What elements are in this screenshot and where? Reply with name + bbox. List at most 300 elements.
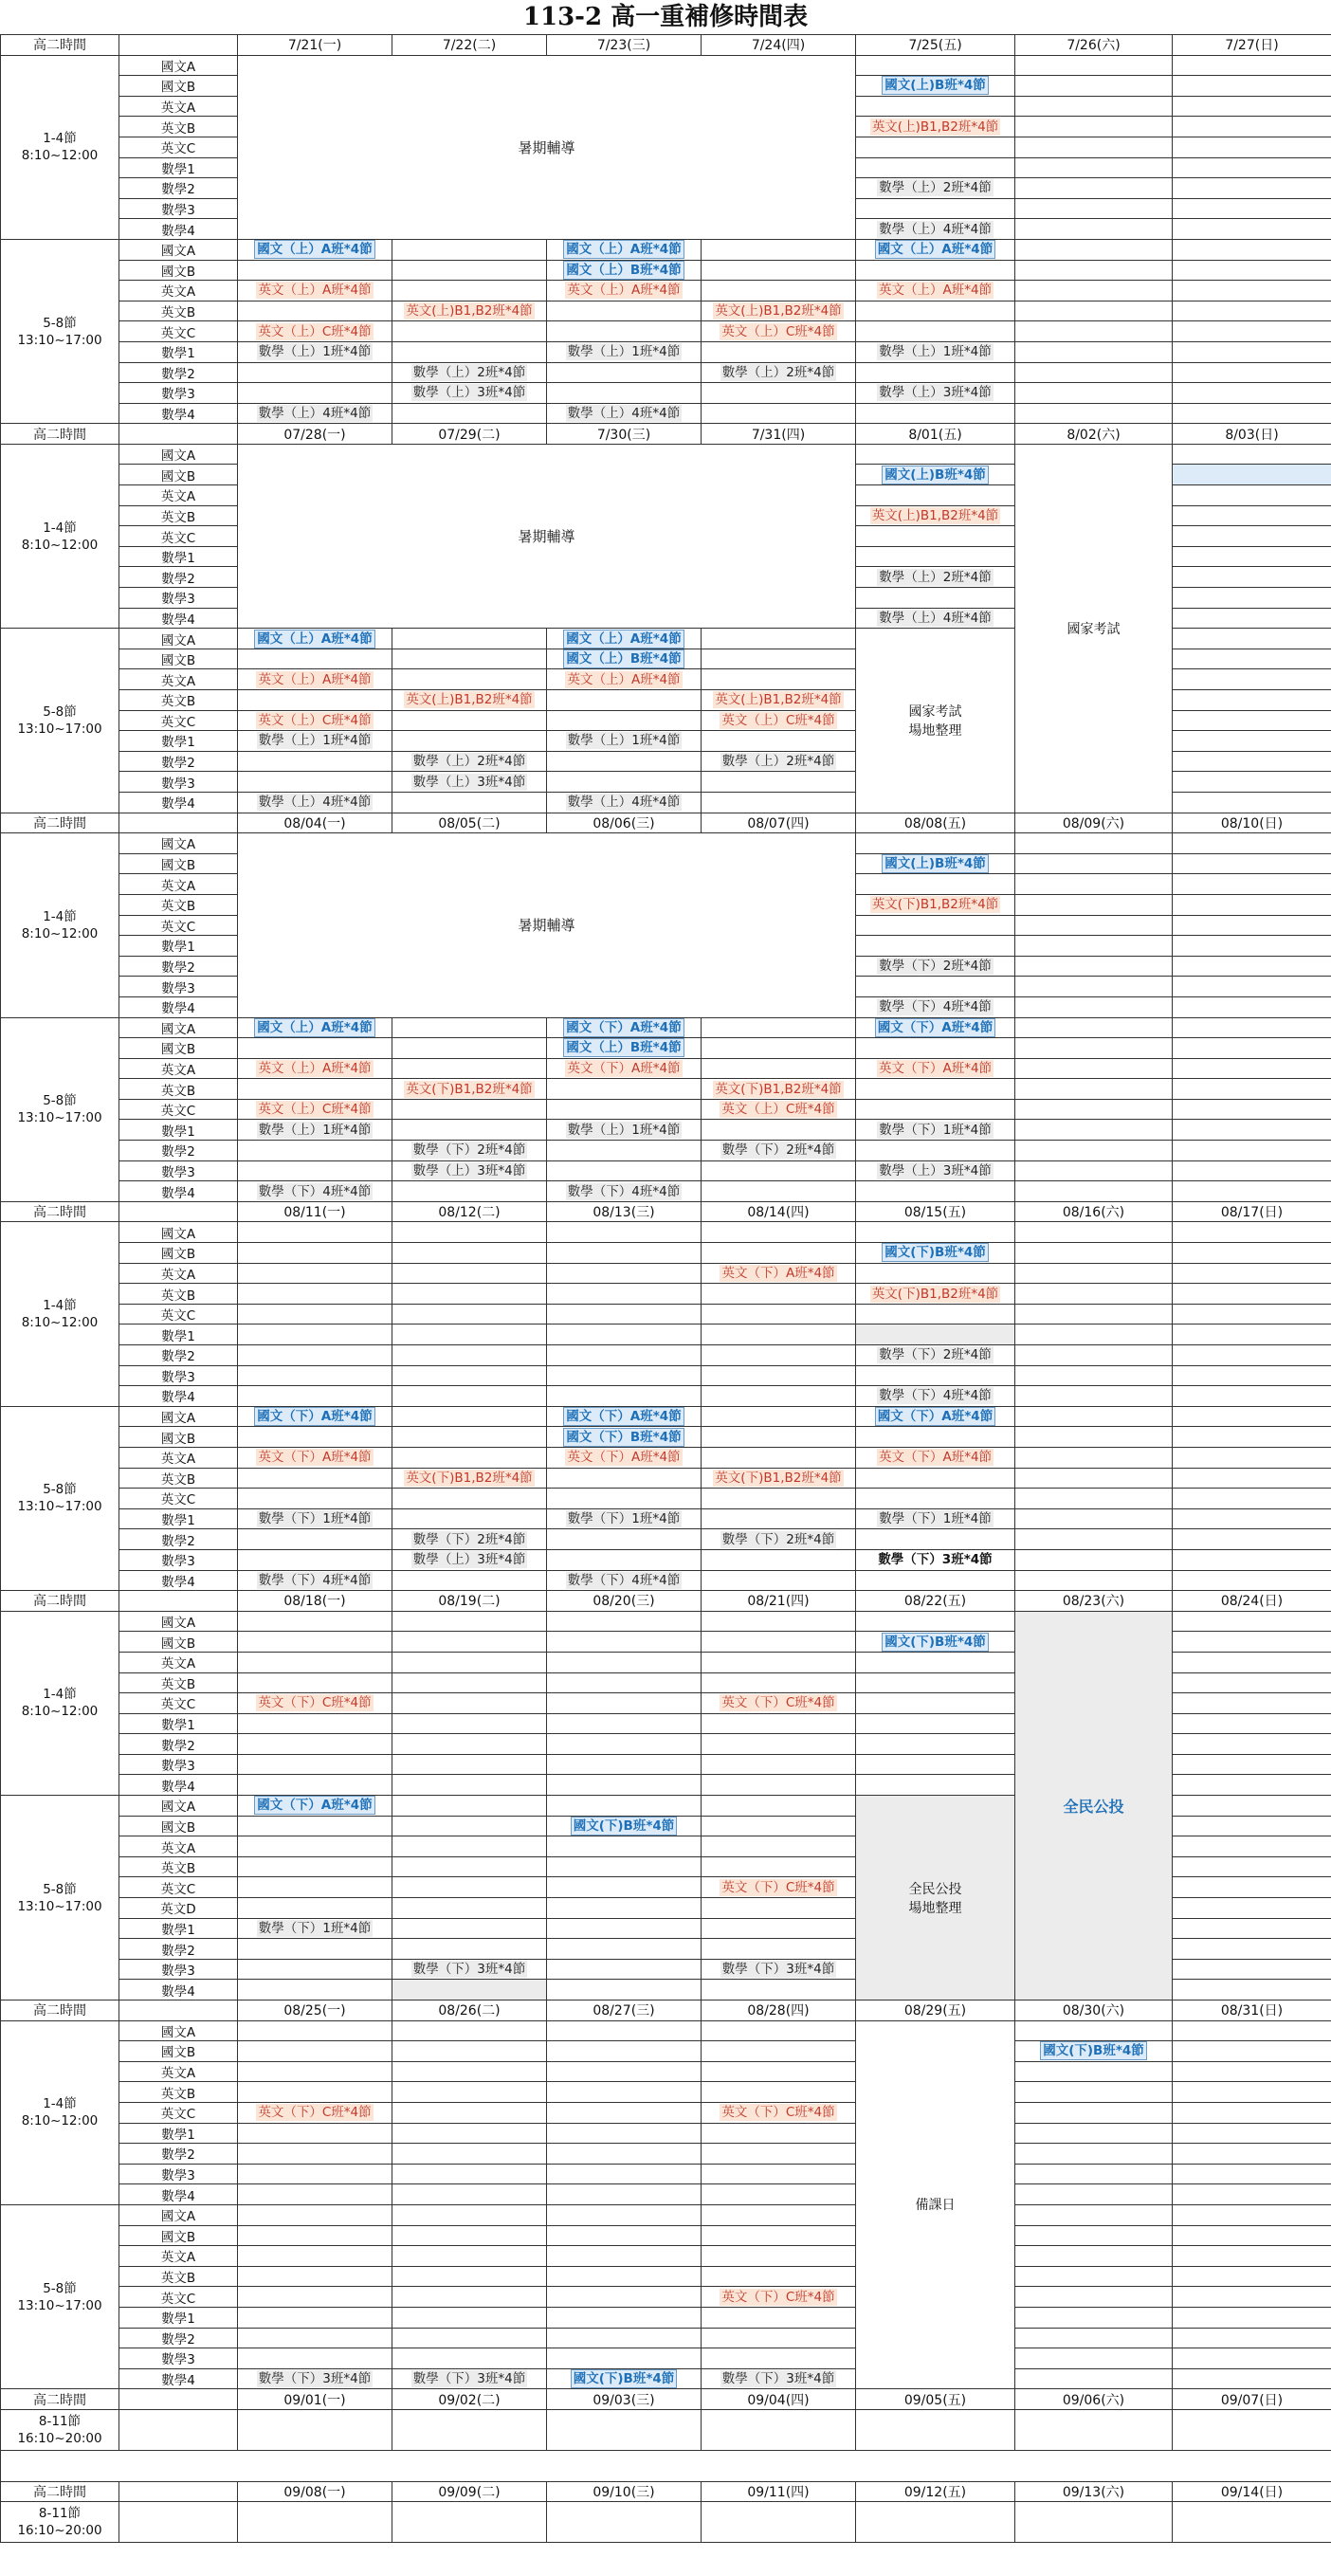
subject-label: 英文A xyxy=(119,2061,238,2082)
subject-row xyxy=(1,1468,1331,1489)
schedule-cell xyxy=(547,1980,702,2001)
schedule-cell xyxy=(238,1796,392,1817)
schedule-cell xyxy=(547,1365,702,1386)
schedule-cell xyxy=(238,1529,392,1550)
period-name: 5-8節 xyxy=(43,1881,77,1897)
schedule-cell xyxy=(856,383,1015,404)
class-session-label: 英文（上）A班*4節 xyxy=(258,671,372,687)
schedule-cell xyxy=(856,1713,1015,1734)
date-header: 09/05(五) xyxy=(856,2389,1015,2410)
date-header: 08/14(四) xyxy=(702,1201,856,1222)
period-label xyxy=(1,1611,119,1795)
schedule-cell xyxy=(238,2123,392,2144)
subject-label: 數學1 xyxy=(119,936,238,957)
schedule-cell xyxy=(702,2144,856,2165)
subject-row xyxy=(1,1079,1331,1100)
schedule-cell xyxy=(547,260,702,281)
schedule-cell xyxy=(1173,690,1331,711)
schedule-cell xyxy=(392,1611,547,1632)
subject-label: 國文B xyxy=(119,465,238,485)
schedule-cell xyxy=(856,567,1015,588)
schedule-cell xyxy=(702,772,856,793)
schedule-cell xyxy=(392,260,547,281)
schedule-cell xyxy=(702,1570,856,1591)
class-session-label: 數學（上）2班*4節 xyxy=(412,754,526,770)
schedule-cell xyxy=(1173,894,1331,915)
schedule-cell xyxy=(547,2102,702,2123)
subject-label: 國文B xyxy=(119,1243,238,1264)
schedule-cell xyxy=(547,1939,702,1960)
class-session-label: 數學（上）1班*4節 xyxy=(567,733,681,749)
schedule-cell xyxy=(392,239,547,260)
schedule-cell xyxy=(392,2164,547,2184)
date-header: 07/29(二) xyxy=(392,424,547,445)
schedule-cell xyxy=(702,1611,856,1632)
schedule-cell xyxy=(392,2123,547,2144)
schedule-cell xyxy=(238,1632,392,1653)
schedule-cell xyxy=(1173,1141,1331,1161)
class-session-label: 數學（上）1班*4節 xyxy=(258,733,372,749)
class-session-label: 英文（上）C班*4節 xyxy=(258,323,372,339)
schedule-cell xyxy=(1173,588,1331,609)
schedule-cell xyxy=(1173,1836,1331,1857)
schedule-cell xyxy=(702,2225,856,2246)
class-session-label: 國文（上）A班*4節 xyxy=(254,240,374,259)
subject-row xyxy=(1,1549,1331,1570)
date-header: 7/27(日) xyxy=(1173,35,1331,56)
schedule-cell xyxy=(856,137,1015,157)
schedule-cell xyxy=(1173,1160,1331,1181)
schedule-cell xyxy=(856,76,1015,97)
schedule-cell xyxy=(547,1877,702,1898)
class-session-label: 英文（上）A班*4節 xyxy=(878,283,993,299)
schedule-cell xyxy=(702,669,856,690)
schedule-cell xyxy=(1173,1099,1331,1120)
schedule-cell xyxy=(547,2368,702,2389)
date-header: 09/12(五) xyxy=(856,2481,1015,2502)
schedule-cell xyxy=(547,1120,702,1141)
schedule-cell xyxy=(547,1632,702,1653)
schedule-cell xyxy=(547,1549,702,1570)
schedule-cell xyxy=(1015,2204,1173,2225)
schedule-cell xyxy=(702,1386,856,1407)
merged-block-label: 場地整理 xyxy=(908,1900,962,1916)
schedule-cell xyxy=(547,383,702,404)
schedule-cell xyxy=(1015,1160,1173,1181)
schedule-cell xyxy=(1173,1713,1331,1734)
subject-label: 英文C xyxy=(119,321,238,342)
subject-label: 數學3 xyxy=(119,2348,238,2369)
subject-label: 國文A xyxy=(119,1222,238,1243)
schedule-cell xyxy=(238,1754,392,1775)
schedule-cell xyxy=(547,1038,702,1059)
schedule-cell xyxy=(702,1038,856,1059)
class-session-label: 英文（下）C班*4節 xyxy=(721,2289,835,2305)
schedule-cell xyxy=(547,1406,702,1427)
schedule-cell xyxy=(547,1898,702,1919)
date-header: 7/31(四) xyxy=(702,424,856,445)
schedule-cell xyxy=(856,341,1015,362)
date-header: 09/02(二) xyxy=(392,2389,547,2410)
class-session-label: 國文（上）A班*4節 xyxy=(563,630,684,649)
schedule-cell xyxy=(702,1693,856,1714)
subject-label: 國文B xyxy=(119,1427,238,1448)
schedule-cell xyxy=(547,341,702,362)
schedule-cell xyxy=(392,1222,547,1243)
class-session-label: 國文（上）A班*4節 xyxy=(875,240,995,259)
schedule-cell xyxy=(702,2368,856,2389)
schedule-cell xyxy=(547,1263,702,1284)
schedule-cell xyxy=(856,853,1015,874)
schedule-cell xyxy=(702,1365,856,1386)
merged-block-label: 備課日 xyxy=(915,2198,956,2214)
schedule-cell xyxy=(1173,198,1331,219)
schedule-cell xyxy=(702,2061,856,2082)
subject-label: 數學4 xyxy=(119,996,238,1017)
schedule-cell xyxy=(702,2082,856,2103)
subject-label: 英文A xyxy=(119,1447,238,1468)
subject-label: 數學3 xyxy=(119,2164,238,2184)
date-header: 08/08(五) xyxy=(856,813,1015,833)
schedule-cell xyxy=(238,1222,392,1243)
schedule-cell xyxy=(1015,1120,1173,1141)
subject-label: 數學2 xyxy=(119,1939,238,1960)
schedule-cell xyxy=(702,1918,856,1939)
schedule-cell xyxy=(547,2020,702,2041)
subject-label: 數學4 xyxy=(119,792,238,813)
schedule-cell xyxy=(392,2144,547,2165)
period-label xyxy=(1,629,119,813)
schedule-cell xyxy=(856,894,1015,915)
subject-label: 國文A xyxy=(119,239,238,260)
subject-row xyxy=(1,2307,1331,2328)
schedule-cell xyxy=(392,1652,547,1672)
schedule-cell xyxy=(856,1181,1015,1202)
schedule-cell xyxy=(1173,1672,1331,1693)
schedule-cell xyxy=(1173,2368,1331,2389)
schedule-cell xyxy=(1173,792,1331,813)
subject-row xyxy=(1,1489,1331,1509)
schedule-cell xyxy=(392,1263,547,1284)
schedule-cell xyxy=(392,1038,547,1059)
schedule-cell xyxy=(702,1796,856,1817)
date-header: 08/17(日) xyxy=(1173,1201,1331,1222)
schedule-cell xyxy=(1015,239,1173,260)
subject-row xyxy=(1,1345,1331,1366)
schedule-cell xyxy=(238,1447,392,1468)
schedule-cell xyxy=(238,1508,392,1529)
subject-row xyxy=(1,2204,1331,2225)
subject-label: 數學2 xyxy=(119,2144,238,2165)
schedule-cell xyxy=(547,1447,702,1468)
subject-row xyxy=(1,55,1331,76)
schedule-cell xyxy=(702,1447,856,1468)
schedule-cell xyxy=(238,1713,392,1734)
schedule-cell xyxy=(1015,1017,1173,1038)
subject-label: 英文A xyxy=(119,2246,238,2267)
period-label xyxy=(1,239,119,423)
schedule-cell xyxy=(1173,2123,1331,2144)
schedule-cell xyxy=(547,1672,702,1693)
subject-label: 數學4 xyxy=(119,2368,238,2389)
schedule-cell xyxy=(392,1529,547,1550)
subject-row xyxy=(1,301,1331,321)
schedule-cell xyxy=(856,1672,1015,1693)
schedule-cell xyxy=(702,1816,856,1836)
schedule-cell xyxy=(856,1345,1015,1366)
class-session-label: 國文（下）A班*4節 xyxy=(563,1018,684,1037)
class-session-label: 數學（下）2班*4節 xyxy=(879,1347,992,1363)
subject-row xyxy=(1,1447,1331,1468)
subject-label: 數學2 xyxy=(119,1529,238,1550)
schedule-cell xyxy=(1015,281,1173,301)
period-time: 13:10~17:00 xyxy=(17,1898,102,1914)
schedule-cell xyxy=(392,751,547,772)
schedule-cell xyxy=(1015,1079,1173,1100)
schedule-table xyxy=(0,34,1331,2543)
subject-label: 英文A xyxy=(119,669,238,690)
schedule-cell xyxy=(1173,1017,1331,1038)
schedule-cell xyxy=(392,1672,547,1693)
schedule-cell xyxy=(702,239,856,260)
subject-label: 數學1 xyxy=(119,341,238,362)
schedule-cell xyxy=(392,710,547,731)
subject-label: 國文A xyxy=(119,629,238,649)
class-session-label: 國文（上）B班*4節 xyxy=(563,261,684,280)
schedule-cell xyxy=(392,1447,547,1468)
schedule-cell xyxy=(238,792,392,813)
subject-label: 數學4 xyxy=(119,1980,238,2001)
date-header: 08/10(日) xyxy=(1173,813,1331,833)
schedule-cell xyxy=(238,2204,392,2225)
schedule-cell xyxy=(1173,608,1331,629)
subject-row xyxy=(1,383,1331,404)
period-time: 8:10~12:00 xyxy=(21,148,99,164)
schedule-cell xyxy=(856,1693,1015,1714)
schedule-cell xyxy=(547,1160,702,1181)
empty-cell xyxy=(119,2409,238,2450)
schedule-cell xyxy=(392,792,547,813)
schedule-cell xyxy=(1173,1325,1331,1345)
schedule-cell xyxy=(1173,546,1331,567)
subject-label: 英文C xyxy=(119,137,238,157)
subject-label: 數學3 xyxy=(119,1365,238,1386)
week-header-row xyxy=(1,424,1331,445)
subject-label: 國文A xyxy=(119,444,238,465)
subject-col-header xyxy=(119,35,238,56)
time-col-header: 高二時間 xyxy=(1,2389,119,2410)
schedule-cell xyxy=(1015,2225,1173,2246)
class-session-label: 數學（下）3班*4節 xyxy=(412,1962,526,1978)
schedule-cell xyxy=(547,2348,702,2369)
date-header: 09/01(一) xyxy=(238,2389,392,2410)
subject-label: 英文B xyxy=(119,2082,238,2103)
schedule-cell xyxy=(392,281,547,301)
class-session-label: 數學（下）1班*4節 xyxy=(258,1511,372,1527)
merged-block-label: 全民公投 xyxy=(908,1881,962,1897)
schedule-cell xyxy=(547,1243,702,1264)
subject-label: 數學1 xyxy=(119,1508,238,1529)
subject-label: 英文C xyxy=(119,915,238,936)
subject-label: 數學1 xyxy=(119,1325,238,1345)
subject-row xyxy=(1,2184,1331,2205)
schedule-cell xyxy=(856,403,1015,424)
schedule-cell xyxy=(238,690,392,711)
date-header: 09/09(二) xyxy=(392,2481,547,2502)
class-session-label: 數學（下）1班*4節 xyxy=(258,1920,372,1936)
schedule-cell xyxy=(238,1489,392,1509)
schedule-cell xyxy=(547,2204,702,2225)
schedule-cell xyxy=(702,362,856,383)
class-session-label: 國文（上）B班*4節 xyxy=(563,649,684,668)
schedule-cell xyxy=(702,2184,856,2205)
class-session-label: 數學（上）4班*4節 xyxy=(567,405,681,421)
schedule-cell xyxy=(1015,383,1173,404)
schedule-cell xyxy=(856,996,1015,1017)
schedule-cell xyxy=(856,219,1015,240)
schedule-cell xyxy=(238,1693,392,1714)
subject-row xyxy=(1,1263,1331,1284)
schedule-cell xyxy=(1015,1222,1173,1243)
schedule-cell xyxy=(1015,1038,1173,1059)
class-session-label: 數學（上）1班*4節 xyxy=(567,1122,681,1138)
spacer-row xyxy=(1,2450,1331,2481)
schedule-cell xyxy=(1015,1284,1173,1305)
schedule-cell xyxy=(1173,178,1331,199)
schedule-cell xyxy=(392,2225,547,2246)
schedule-cell xyxy=(238,629,392,649)
schedule-cell xyxy=(547,1141,702,1161)
schedule-cell xyxy=(392,1713,547,1734)
subject-label: 數學3 xyxy=(119,1549,238,1570)
schedule-cell xyxy=(702,403,856,424)
class-session-label: 英文（下）C班*4節 xyxy=(721,1695,835,1711)
schedule-cell xyxy=(1015,936,1173,957)
schedule-cell xyxy=(1173,1939,1331,1960)
schedule-cell xyxy=(856,1508,1015,1529)
schedule-cell xyxy=(1173,731,1331,752)
schedule-cell xyxy=(238,2246,392,2267)
schedule-cell xyxy=(547,2184,702,2205)
schedule-cell xyxy=(856,198,1015,219)
period-time: 8:10~12:00 xyxy=(21,1315,99,1331)
schedule-cell xyxy=(1173,833,1331,854)
schedule-cell xyxy=(547,1570,702,1591)
subject-row xyxy=(1,1427,1331,1448)
schedule-cell xyxy=(856,1406,1015,1427)
schedule-cell xyxy=(1173,1079,1331,1100)
schedule-cell xyxy=(238,2164,392,2184)
schedule-cell xyxy=(547,239,702,260)
schedule-cell xyxy=(702,2164,856,2184)
period-name: 1-4節 xyxy=(43,2096,77,2112)
schedule-cell xyxy=(1173,1918,1331,1939)
subject-row xyxy=(1,281,1331,301)
schedule-cell xyxy=(547,2246,702,2267)
schedule-cell xyxy=(856,1243,1015,1264)
subject-row xyxy=(1,1141,1331,1161)
subject-label: 數學2 xyxy=(119,751,238,772)
schedule-cell xyxy=(1173,1980,1331,2001)
schedule-cell xyxy=(547,362,702,383)
schedule-cell xyxy=(1173,341,1331,362)
schedule-cell xyxy=(1173,362,1331,383)
schedule-cell xyxy=(702,2328,856,2348)
period-time: 16:10~20:00 xyxy=(17,2430,102,2446)
subject-row xyxy=(1,239,1331,260)
subject-label: 數學4 xyxy=(119,1775,238,1796)
date-header: 8/03(日) xyxy=(1173,424,1331,445)
schedule-cell xyxy=(856,526,1015,547)
schedule-cell xyxy=(856,260,1015,281)
period-label xyxy=(1,1222,119,1406)
schedule-cell xyxy=(238,321,392,342)
subject-label: 英文B xyxy=(119,690,238,711)
schedule-cell xyxy=(1015,2307,1173,2328)
period-label xyxy=(1,2502,119,2543)
date-header: 09/03(三) xyxy=(547,2389,702,2410)
schedule-cell xyxy=(856,936,1015,957)
time-col-header: 高二時間 xyxy=(1,2481,119,2502)
class-session-label: 數學（下）3班*4節 xyxy=(412,2370,526,2386)
schedule-cell xyxy=(547,2307,702,2328)
schedule-cell xyxy=(1173,55,1331,76)
period-name: 8-11節 xyxy=(38,2506,82,2522)
schedule-cell xyxy=(1015,1345,1173,1366)
schedule-cell xyxy=(702,1489,856,1509)
spacer xyxy=(1,2450,1331,2481)
subject-label: 英文B xyxy=(119,2266,238,2287)
subject-label: 數學3 xyxy=(119,977,238,997)
class-session-label: 英文(上)B1,B2班*4節 xyxy=(871,119,999,135)
subject-label: 數學4 xyxy=(119,2184,238,2205)
subject-row xyxy=(1,1120,1331,1141)
schedule-cell xyxy=(1173,157,1331,178)
schedule-cell xyxy=(392,1181,547,1202)
schedule-cell xyxy=(1173,2246,1331,2267)
schedule-cell xyxy=(238,1549,392,1570)
subject-row xyxy=(1,1406,1331,1427)
class-session-label: 國文(下)B班*4節 xyxy=(571,2369,678,2388)
class-session-label: 英文（下）A班*4節 xyxy=(567,1450,681,1466)
schedule-cell xyxy=(1173,2307,1331,2328)
schedule-cell xyxy=(392,1058,547,1079)
schedule-cell xyxy=(1173,2184,1331,2205)
period-label xyxy=(1,55,119,239)
evening-row xyxy=(1,2502,1331,2543)
subject-row xyxy=(1,260,1331,281)
class-session-label: 數學（上）2班*4節 xyxy=(721,364,835,380)
schedule-cell xyxy=(702,1406,856,1427)
schedule-cell xyxy=(392,1099,547,1120)
schedule-cell xyxy=(856,1570,1015,1591)
class-session-label: 英文（上）A班*4節 xyxy=(567,283,681,299)
schedule-cell xyxy=(547,1345,702,1366)
schedule-cell xyxy=(547,1959,702,1980)
subject-label: 英文B xyxy=(119,894,238,915)
schedule-cell xyxy=(392,1877,547,1898)
class-session-label: 數學（上）3班*4節 xyxy=(412,385,526,401)
subject-label: 數學2 xyxy=(119,1141,238,1161)
schedule-cell xyxy=(547,669,702,690)
schedule-cell xyxy=(392,2328,547,2348)
schedule-cell xyxy=(392,2266,547,2287)
subject-label: 英文A xyxy=(119,1058,238,1079)
class-session-label: 國文（上）B班*4節 xyxy=(563,1038,684,1057)
subject-label: 國文A xyxy=(119,833,238,854)
schedule-cell xyxy=(1173,772,1331,793)
subject-label: 英文C xyxy=(119,710,238,731)
